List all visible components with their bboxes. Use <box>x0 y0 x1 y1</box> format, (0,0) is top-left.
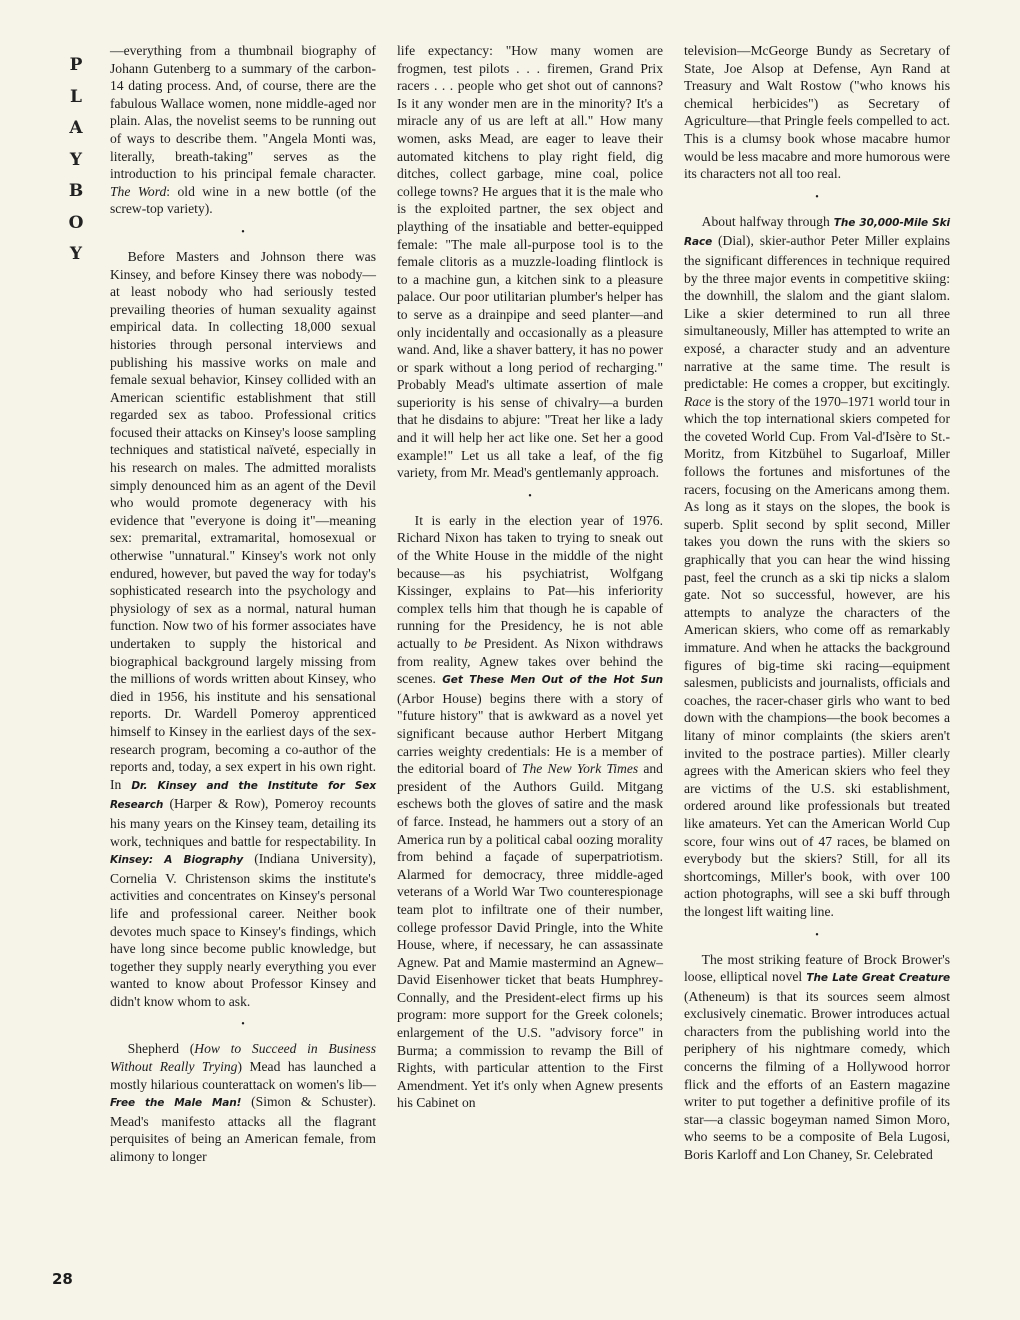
masthead-letter: B <box>68 181 84 201</box>
book-title: The 30,000-Mile Ski Race <box>684 216 950 249</box>
masthead-letter: Y <box>69 244 83 264</box>
paragraph: About halfway through The 30,000-Mile Ski Race (Dial), skier-author Peter Miller explains the significant differences in technique required by the three major events in competitive skiing: the downhill, the slalom and the giant slalom. Like a skier determined to run all three simultaneously, Miller has attempted to write an exposé, a character study and an adventure narrative at the same time. The result is predictable: He comes a cropper, but excitingly. Race is the story of the 1970–1971 world tour in which the top international skiers competed for the coveted World Cup. From Val-d'Isère to St.-Moritz, from Kitzbühel to Sugarloaf, Miller follows the fortunes and misfortunes of the racers, focusing on the Americans among them. As long as it stays on the slopes, the book is superb. Split second by split second, Miller takes you down the runs with the skiers so graphically that you can hear the wind hissing past, feel the crunch as a ski tip nicks a slalom gate. Not so successful, however, are his attempts to analyze the characters of the American skiers, who come off as remarkably immature. And when he attacks the background figures of big-time ski racing—equipment salesmen, publicists and journalists, officials and coaches, the racer-chaser girls who want to bed down with the champions—the book becomes a litany of minor complaints (the skiers aren't invited to the postrace parties). Miller clearly agrees with the American skiers who feel they are victims of the U.S. ski establishment, ordered around like professionals but treated like amateurs. Yet can the American World Cup score, four wins out of 47 races, be blamed on everybody but the skiers? Still, for all its shortcomings, Miller's book, with over 100 action photographs, will see a ski buff through the longest lift waiting line. <box>684 213 950 919</box>
paragraph: The most striking feature of Brock Brower's loose, elliptical novel The Late Great Creature (Atheneum) is that its sources seem almost exclusively cinematic. Brower introduces actual characters from the publishing world into the periphery of his nightmare comedy, which concerns the filming of a Hollywood horror flick and the efforts of an Eastern magazine writer to put together a definitive profile of its star—a classic bogeyman named Simon Moro, who seems to be a composite of Bela Lugosi, Boris Karloff and Lon Chaney, Sr. Celebrated <box>684 951 950 1163</box>
book-title: Dr. Kinsey and the Institute for Sex Research <box>110 779 376 812</box>
masthead-letter: L <box>70 86 82 107</box>
section-separator: • <box>815 929 819 941</box>
book-title: How to Succeed in Business Without Really Trying <box>110 1041 376 1075</box>
section-separator: • <box>528 490 532 502</box>
publication-title: The New York Times <box>521 761 639 777</box>
magazine-masthead <box>56 50 96 271</box>
text-column-1 <box>110 42 376 1166</box>
masthead-letter: Y <box>69 149 83 170</box>
paragraph: television—McGeorge Bundy as Secretary of State, Joe Alsop at Defense, Ayn Rand at Treasury and Walt Rostow ("who knows his chemical herbicides") as Secretary of Agriculture—that Pringle feels compelled to act. This is a clumsy book whose macabre humor would be less macabre and more humorous were its characters not all too real. <box>684 43 950 182</box>
book-title: Get These Men Out of the Hot Sun <box>442 674 663 687</box>
section-separator: • <box>241 226 245 238</box>
text-column-3 <box>684 42 950 1164</box>
paragraph: life expectancy: "How many women are frogmen, test pilots . . . firemen, Grand Prix racers . . . people who get shot out of cannons? Is it any wonder men are in the minority? It's a miracle any of us are left at all." How many women, asks Mead, are eager to leave their automated kitchens to play right field, dig ditches, collect garbage, mine coal, police college towns? He argues that it is the male who is the exploited partner, the sex object and plaything of the insatiable and better-equipped female: "The male all-purpose tool is to the female clitoris as a muzzle-loading flintlock is to a machine gun, a kitchen sink to a pleasure palace. Our poor utilitarian plumber's helper has to serve as a drainpipe and seed planter—and only incidentally and occasionally as a pleasure wand. And, like a shaver battery, it has no power or spark without a long period of recharging." Probably Mead's ultimate assertion of male superiority is his sense of chivalry—a burden that he disdains to abjure: "Treat her like a lady and it will help her act like one. Set her a good example!" Let us all take a leaf, of the fig variety, from Mr. Mead's gentlemanly approach. <box>397 43 663 481</box>
page-number: 28 <box>52 1270 73 1288</box>
masthead-letter: O <box>68 212 84 233</box>
paragraph: Before Masters and Johnson there was Kinsey, and before Kinsey there was nobody—at least nobody who had seriously tested prevailing theories of human sexuality against empirical data. In collecting 18,000 sexual histories through personal interviews and publishing his massive works on male and female sexual behavior, Kinsey collided with an American scientific establishment that still regarded sex as taboo. Professional critics focused their attacks on Kinsey's loose sampling techniques and statistical naïveté, especially in his research on males. The admitted moralists simply denounced him as an agent of the Devil who would promote degeneracy with his evidence that "everyone is doing it"—meaning sex: premarital, extramarital, homosexual or otherwise "unnatural." Kinsey's work not only endured, however, but paved the way for today's sophisticated research into the psychology and physiology of sex as a normal, natural human function. Now two of his former associates have undertaken to supply the historical and biographical background largely missing from the millions of words written about Kinsey, who died in 1956, his institute and his sensational reports. Dr. Wardell Pomeroy apprenticed himself to Kinsey in the earliest days of the sex-research program, becoming a co-author of the reports and, today, a sex expert in his own right. In Dr. Kinsey and the Institute for Sex Research (Harper & Row), Pomeroy recounts his many years on the Kinsey team, detailing its work, techniques and battle for respectability. In Kinsey: A Biography (Indiana University), Cornelia V. Christenson skims the institute's activities and concentrates on Kinsey's personal life and professional career. Neither book devotes much space to Kinsey's findings, which have long since become public knowledge, but together they supply nearly everything you ever wanted to know about Professor Kinsey and didn't know whom to ask. <box>110 248 376 1009</box>
book-title: The Late Great Creature <box>806 972 950 985</box>
paragraph: Shepherd (How to Succeed in Business Without Really Trying) Mead has launched a mostly hilarious counterattack on women's lib—Free the Male Man! (Simon & Schuster). Mead's manifesto attacks all the flagrant perquisites of being an American female, from alimony to longer <box>110 1041 377 1165</box>
book-title: Kinsey: A Biography <box>110 854 244 867</box>
book-title: The Word <box>110 183 167 199</box>
book-title: Free the Male Man! <box>110 1097 242 1110</box>
text-column-2 <box>397 42 663 1112</box>
section-separator: • <box>241 1019 245 1031</box>
masthead-letter: A <box>69 118 83 138</box>
paragraph: It is early in the election year of 1976. Richard Nixon has taken to trying to sneak out of the White House in the middle of the night because—as his psychiatrist, Wolfgang Kissinger, explains to Pat—his inferiority complex tells him that though he is capable of running for the Presidency, he is not able actually to be President. As Nixon withdraws from reality, Agnew takes over behind the scenes. Get These Men Out of the Hot Sun (Arbor House) begins there with a story of "future history" that is awkward as a novel yet significant because author Herbert Mitgang carries weighty credentials: He is a member of the editorial board of The New York Times and president of the Authors Guild. Mitgang eschews both the gloves of satire and the mask of farce. Instead, he hammers out a story of an America run by a political cabal oozing morality from behind a façade of superpatriotism. Alarmed for democracy, three middle-aged veterans of a World War Two counterespionage team plot to infiltrate one of their number, college professor David Pringle, into the White House, where, if necessary, he can assassinate Agnew. Pat and Mamie mastermind an Agnew–David Eisenhower ticket that beats Humphrey-Connally, and the President-elect firms up his program: more support for the Greek colonels; enlargement of the U.S. "advisory force" in Burma; a commission to revamp the Bill of Rights, with particular attention to the First Amendment. Yet it's only when Agnew presents his Cabinet on <box>397 512 663 1111</box>
section-separator: • <box>815 191 819 203</box>
paragraph: —everything from a thumbnail biography of Johann Gutenberg to a summary of the carbon-14 dating process. And, of course, there are the fabulous Wallace women, none middle-aged nor plain. Alas, the novelist seems to be running out of ways to describe them. "Angela Monti was, literally, breath-taking" serves as the introduction to his principal female character. The Word: old wine in a new bottle (of the screw-top variety). <box>110 43 376 217</box>
masthead-letter: P <box>69 55 83 75</box>
